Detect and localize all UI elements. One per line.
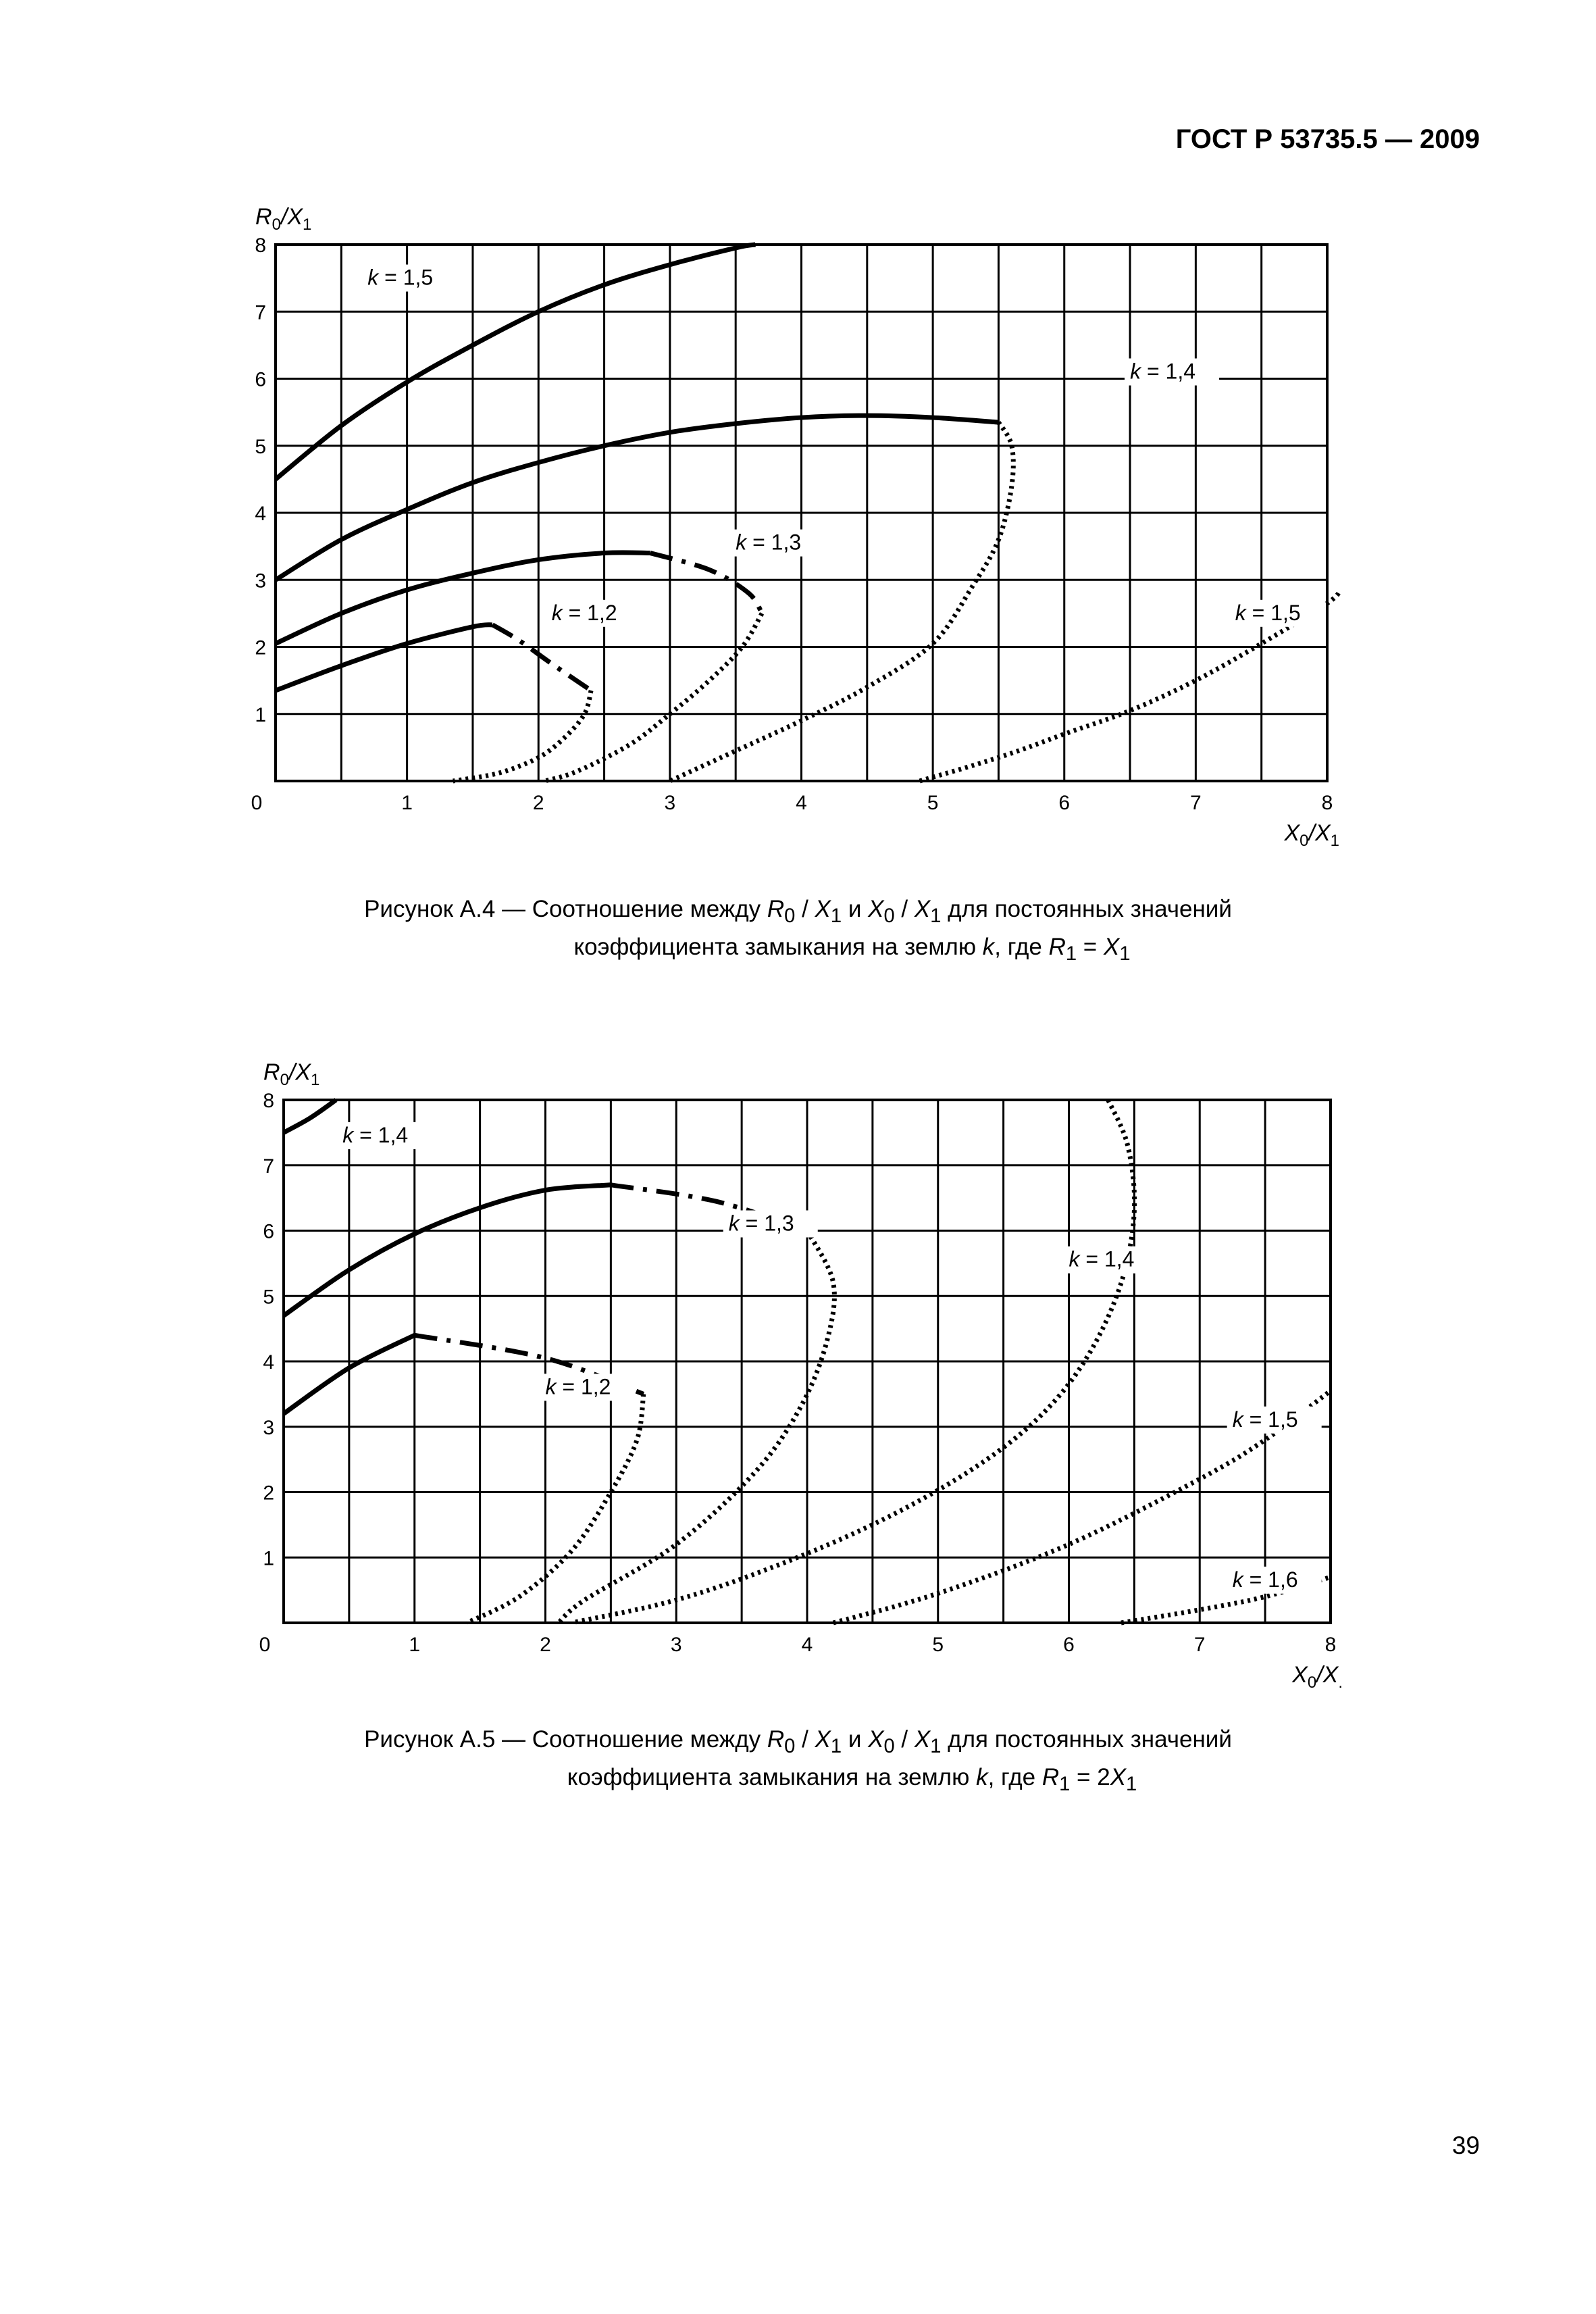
x-tick-label: 4 <box>796 792 807 814</box>
series-line <box>670 422 1013 781</box>
y-tick-label: 7 <box>255 301 266 324</box>
figure-a4-chart <box>0 189 1596 858</box>
x-tick-label: 2 <box>540 1634 551 1656</box>
caption-line-2: коэффициента замыкания на землю k, где $R_1 = X_1$ <box>573 934 1131 965</box>
ticks <box>251 234 1333 814</box>
x-tick-label: 8 <box>1324 1634 1337 1656</box>
series-label: k = 1,3 <box>728 1211 794 1236</box>
x-axis-title: $X_0/X_1$ <box>1284 820 1339 850</box>
series-label: k = 1,2 <box>551 600 617 625</box>
caption-line-2: коэффициента замыкания на землю k, где $R_1 = 2X_1$ <box>567 1764 1137 1795</box>
x-tick-label: 2 <box>532 792 544 814</box>
x-tick-label: 1 <box>409 1634 421 1656</box>
figure-a4-caption <box>0 894 1596 970</box>
series-label: k = 1,6 <box>1232 1567 1298 1592</box>
caption-line-1: Рисунок А.5 — Соотношение между $R_0 / X_1$ и $X_0 / X_1$ для постоянных значений <box>364 1726 1232 1757</box>
document-header: ГОСТ Р 53735.5 — 2009 <box>1175 124 1480 154</box>
y-tick-label: 7 <box>263 1155 274 1178</box>
y-tick-label: 2 <box>263 1482 274 1505</box>
series-label: k = 1,5 <box>1235 600 1301 625</box>
series-label: k = 1,4 <box>1069 1247 1135 1272</box>
y-tick-label: 8 <box>263 1090 274 1112</box>
x-tick-label: 5 <box>927 792 939 814</box>
x-tick-label: 6 <box>1058 792 1071 814</box>
x-tick-label: 7 <box>1190 792 1202 814</box>
ticks <box>259 1090 1337 1656</box>
y-tick-label: 4 <box>255 503 266 525</box>
series-line <box>650 553 762 613</box>
y-tick-label: 3 <box>255 570 266 593</box>
series-line <box>545 613 762 781</box>
y-tick-label: 5 <box>255 435 266 458</box>
y-tick-label: 4 <box>263 1351 274 1374</box>
grid <box>284 1100 1331 1623</box>
x-tick-label: 1 <box>401 792 413 814</box>
y-tick-label: 1 <box>255 703 266 726</box>
x-tick-label: 6 <box>1063 1634 1075 1656</box>
figure-a5-chart <box>0 1040 1596 1689</box>
series-line <box>276 416 998 580</box>
series-line <box>284 1100 336 1132</box>
series-label: k = 1,3 <box>736 530 802 555</box>
series-line <box>467 1394 644 1623</box>
x-tick-label: 3 <box>670 1634 682 1656</box>
x-tick-label: 8 <box>1321 792 1333 814</box>
series-label: k = 1,4 <box>1130 359 1196 384</box>
y-tick-label: 2 <box>255 636 266 659</box>
series-line <box>276 625 492 690</box>
series-label: k = 1,5 <box>367 265 434 290</box>
x-tick-label: 0 <box>259 1634 271 1656</box>
labels <box>263 1059 1343 1689</box>
series-line <box>492 625 591 690</box>
y-tick-label: 6 <box>255 368 266 391</box>
y-tick-label: 3 <box>263 1416 274 1439</box>
x-tick-label: 3 <box>664 792 676 814</box>
x-tick-label: 4 <box>801 1634 813 1656</box>
labels <box>255 204 1339 850</box>
x-axis-title: $X_0/X_.$ <box>1292 1662 1343 1689</box>
y-tick-label: 5 <box>263 1286 274 1309</box>
series-line <box>276 245 755 479</box>
x-tick-label: 0 <box>251 792 263 814</box>
y-tick-label: 6 <box>263 1220 274 1243</box>
x-tick-label: 7 <box>1193 1634 1206 1656</box>
page-number: 39 <box>1451 2132 1480 2159</box>
series-label: k = 1,2 <box>545 1374 611 1399</box>
series-label: k = 1,5 <box>1232 1407 1298 1432</box>
y-tick-label: 1 <box>263 1547 274 1570</box>
y-axis-title: $R_0/X_1$ <box>255 204 312 234</box>
y-axis-title: $R_0/X_1$ <box>263 1059 320 1089</box>
grid <box>276 245 1327 781</box>
x-tick-label: 5 <box>932 1634 944 1656</box>
y-tick-label: 8 <box>255 234 266 257</box>
figure-a5-caption <box>0 1724 1596 1800</box>
series-label: k = 1,4 <box>342 1122 409 1147</box>
caption-line-1: Рисунок А.4 — Соотношение между $R_0 / X_1$ и $X_0 / X_1$ для постоянных значений <box>364 896 1232 927</box>
